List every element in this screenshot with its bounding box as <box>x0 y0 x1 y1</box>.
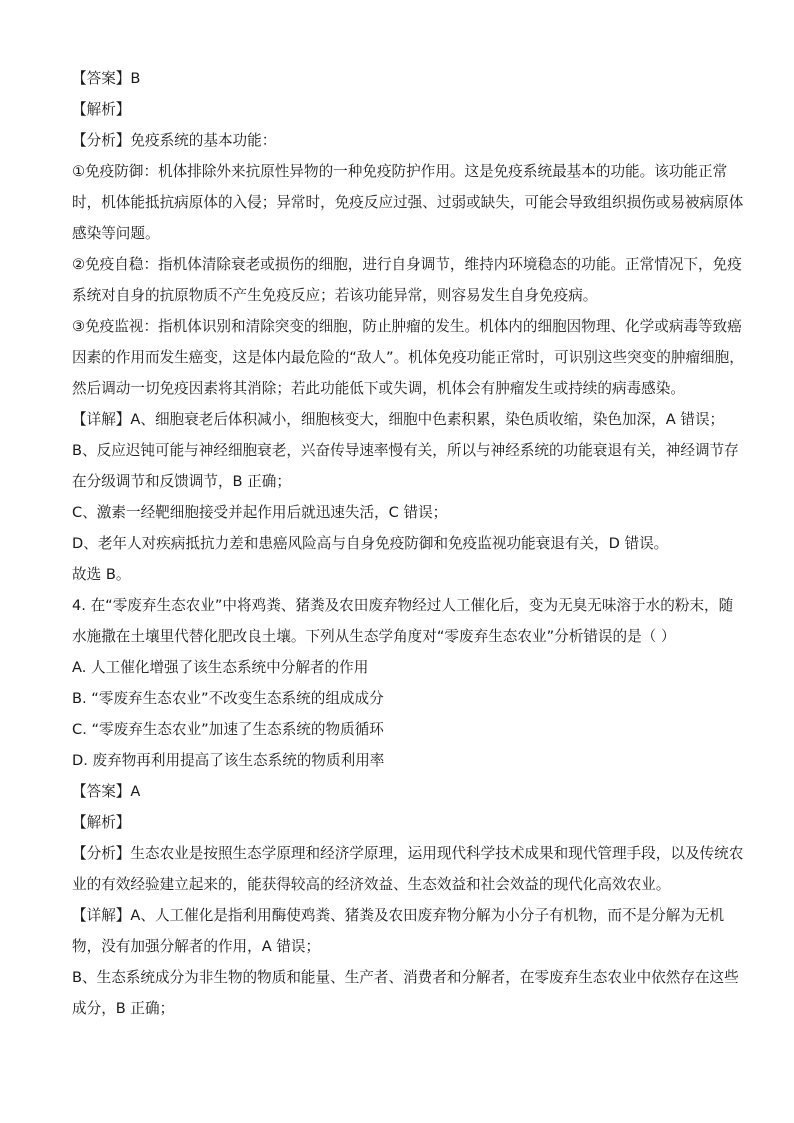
q3-surveillance-line-3: 然后调动一切免疫因素将其消除；若此功能低下或失调，机体会有肿瘤发生或持续的病毒感染。 <box>72 380 685 397</box>
q3-detail-b-line-2: 在分级调节和反馈调节，B 正确； <box>72 473 291 490</box>
q3-defense-line-3: 感染等问题。 <box>72 225 160 242</box>
q3-detail-b-line-1: B、反应迟钝可能与神经细胞衰老，兴奋传导速率慢有关，所以与神经系统的功能衰退有关，神经调节存 <box>72 442 739 459</box>
q3-homeostasis-line-1: ②免疫自稳：指机体清除衰老或损伤的细胞，进行自身调节，维持内环境稳态的功能。正常情况下，免疫 <box>72 256 742 273</box>
q3-analysis-title: 【分析】免疫系统的基本功能： <box>72 132 277 149</box>
q3-detail-c: C、激素一经靶细胞接受并起作用后就迅速失活，C 错误； <box>72 504 448 521</box>
q3-homeostasis-line-2: 系统对自身的抗原物质不产生免疫反应；若该功能异常，则容易发生自身免疫病。 <box>72 287 598 304</box>
q3-answer: 【答案】B <box>72 70 141 87</box>
q3-defense-line-2: 时，机体能抵抗病原体的入侵；异常时，免疫反应过强、过弱或缺失，可能会导致组织损伤或易被病原体 <box>72 194 744 211</box>
q4-answer: 【答案】A <box>72 783 141 800</box>
q4-detail-a-line-2: 物，没有加强分解者的作用，A 错误； <box>72 938 321 955</box>
q3-surveillance-line-2: 因素的作用而发生癌变，这是体内最危险的“敌人”。机体免疫功能正常时，可识别这些突变的肿瘤细胞， <box>72 349 744 366</box>
q4-detail-b-line-1: B、生态系统成分为非生物的物质和能量、生产者、消费者和分解者，在零废弃生态农业中依然存在这些 <box>72 969 739 986</box>
q4-analysis-line-1: 【分析】生态农业是按照生态学原理和经济学原理，运用现代科学技术成果和现代管理手段，以及传统农 <box>72 845 744 862</box>
q3-defense-line-1: ①免疫防御：机体排除外来抗原性异物的一种免疫防护作用。这是免疫系统最基本的功能。该功能正常 <box>72 163 728 180</box>
q4-detail-b-line-2: 成分，B 正确； <box>72 1000 175 1017</box>
q4-option-c: C. “零废弃生态农业”加速了生态系统的物质循环 <box>72 721 384 738</box>
q4-option-d: D. 废弃物再利用提高了该生态系统的物质利用率 <box>72 752 385 769</box>
q3-jiexi: 【解析】 <box>72 101 131 118</box>
q4-stem-line-2: 水施撒在土壤里代替化肥改良土壤。下列从生态学角度对“零废弃生态农业”分析错误的是（ ） <box>72 628 676 645</box>
q4-analysis-line-2: 业的有效经验建立起来的，能获得较高的经济效益、生态效益和社会效益的现代化高效农业。 <box>72 876 671 893</box>
q4-jiexi: 【解析】 <box>72 814 131 831</box>
q4-option-b: B. “零废弃生态农业”不改变生态系统的组成成分 <box>72 690 384 707</box>
q3-answer-block <box>72 63 744 1024</box>
q3-detail-a: 【详解】A、细胞衰老后体积减小，细胞核变大，细胞中色素积累，染色质收缩，染色加深，A 错误； <box>72 411 725 428</box>
q3-choose: 故选 B。 <box>72 566 131 583</box>
q3-surveillance-line-1: ③免疫监视：指机体识别和清除突变的细胞，防止肿瘤的发生。机体内的细胞因物理、化学或病毒等致癌 <box>72 318 742 335</box>
document-page <box>72 63 744 1024</box>
q4-detail-a-line-1: 【详解】A、人工催化是指利用酶使鸡粪、猪粪及农田废弃物分解为小分子有机物，而不是分解为无机 <box>72 907 725 924</box>
q3-detail-d: D、老年人对疾病抵抗力差和患癌风险高与自身免疫防御和免疫监视功能衰退有关，D 错误。 <box>72 535 669 552</box>
q4-option-a: A. 人工催化增强了该生态系统中分解者的作用 <box>72 659 369 676</box>
q4-stem-line-1: 4. 在“零废弃生态农业”中将鸡粪、猪粪及农田废弃物经过人工催化后，变为无臭无味溶于水的粉末，随 <box>72 597 734 614</box>
